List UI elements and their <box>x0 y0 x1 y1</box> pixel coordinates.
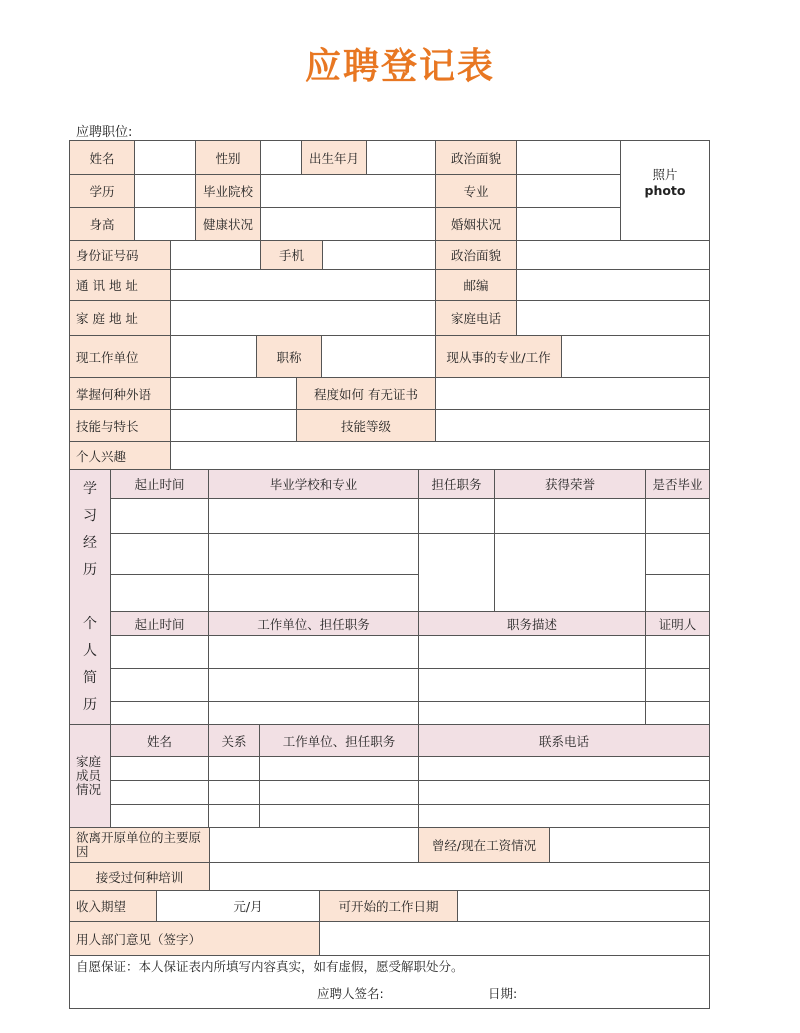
work-cell[interactable] <box>110 701 209 725</box>
name-label: 姓名 <box>69 140 135 175</box>
edu-cell[interactable] <box>110 574 209 612</box>
school-label: 毕业院校 <box>195 174 261 208</box>
edu-cell[interactable] <box>208 533 419 575</box>
start-date-field[interactable] <box>457 890 710 922</box>
height-label: 身高 <box>69 207 135 241</box>
postcode-label: 邮编 <box>435 269 517 301</box>
marital-field[interactable] <box>516 207 621 241</box>
family-cell[interactable] <box>259 804 419 828</box>
family-cell[interactable] <box>418 756 710 781</box>
dept-opinion-label: 用人部门意见（签字） <box>69 921 320 956</box>
resume-char: 个 <box>83 615 97 632</box>
language-label: 掌握何种外语 <box>69 377 171 410</box>
family-header-name: 姓名 <box>110 724 209 757</box>
current-unit-field[interactable] <box>170 335 257 378</box>
major-label: 专业 <box>435 174 517 208</box>
edu-cell[interactable] <box>418 498 495 534</box>
proficiency-field[interactable] <box>435 377 710 410</box>
dept-opinion-field[interactable] <box>319 921 710 956</box>
salary-label: 曾经/现在工资情况 <box>418 827 550 863</box>
hobbies-field[interactable] <box>170 441 710 470</box>
birth-label: 出生年月 <box>301 140 367 175</box>
edu-cell[interactable] <box>110 498 209 534</box>
home-address-field[interactable] <box>170 300 436 336</box>
date-label: 日期: <box>488 986 518 1001</box>
title-rank-field[interactable] <box>321 335 436 378</box>
photo-label-cn: 照片 <box>652 167 678 182</box>
major-field[interactable] <box>516 174 621 208</box>
current-unit-label: 现工作单位 <box>69 335 171 378</box>
edu-cell[interactable] <box>645 574 710 612</box>
name-field[interactable] <box>134 140 196 175</box>
family-cell[interactable] <box>110 780 209 805</box>
work-cell[interactable] <box>645 668 710 702</box>
work-header-unit: 工作单位、担任职务 <box>208 611 419 636</box>
work-cell[interactable] <box>208 635 419 669</box>
health-label: 健康状况 <box>195 207 261 241</box>
resume-char: 学 <box>83 480 97 497</box>
gender-label: 性别 <box>195 140 261 175</box>
phone-field[interactable] <box>322 240 436 270</box>
resume-char: 简 <box>83 669 97 686</box>
resume-char: 经 <box>83 534 97 551</box>
id-label: 身份证号码 <box>69 240 171 270</box>
edu-cell[interactable] <box>208 498 419 534</box>
education-field[interactable] <box>134 174 196 208</box>
work-header-period: 起止时间 <box>110 611 209 636</box>
work-cell[interactable] <box>208 668 419 702</box>
photo-label-en: photo <box>644 183 686 198</box>
edu-header-school: 毕业学校和专业 <box>208 469 419 499</box>
resume-char: 历 <box>83 696 97 713</box>
declaration-text: 自愿保证：本人保证表内所填写内容真实，如有虚假，愿受解职处分。 <box>76 959 464 974</box>
resume-section-label <box>69 469 111 725</box>
family-header-phone: 联系电话 <box>418 724 710 757</box>
family-cell[interactable] <box>259 780 419 805</box>
health-field[interactable] <box>260 207 436 241</box>
family-cell[interactable] <box>208 756 260 781</box>
edu-cell[interactable] <box>645 533 710 575</box>
edu-cell[interactable] <box>208 574 419 612</box>
resume-char: 历 <box>83 561 97 578</box>
proficiency-label: 程度如何 有无证书 <box>296 377 436 410</box>
birth-field[interactable] <box>366 140 436 175</box>
language-field[interactable] <box>170 377 297 410</box>
resign-reason-label: 欲离开原单位的主要原因 <box>69 827 210 863</box>
family-header-relation: 关系 <box>208 724 260 757</box>
marital-label: 婚姻状况 <box>435 207 517 241</box>
family-header-unit: 工作单位、担任职务 <box>259 724 419 757</box>
edu-cell[interactable] <box>110 533 209 575</box>
resume-char: 习 <box>83 507 97 524</box>
address-label: 通 讯 地 址 <box>69 269 171 301</box>
training-label: 接受过何种培训 <box>69 862 210 891</box>
title-rank-label: 职称 <box>256 335 322 378</box>
work-cell[interactable] <box>418 635 646 669</box>
resume-char: 人 <box>83 642 97 659</box>
family-cell[interactable] <box>418 804 710 828</box>
current-field-label: 现从事的专业/工作 <box>435 335 562 378</box>
family-cell[interactable] <box>259 756 419 781</box>
work-cell[interactable] <box>645 635 710 669</box>
work-cell[interactable] <box>645 701 710 725</box>
work-cell[interactable] <box>418 701 646 725</box>
work-cell[interactable] <box>418 668 646 702</box>
political2-label: 政治面貌 <box>435 240 517 270</box>
family-section-label: 家庭成员情况 <box>69 724 111 828</box>
skills-field[interactable] <box>170 409 297 442</box>
id-field[interactable] <box>170 240 261 270</box>
family-cell[interactable] <box>418 780 710 805</box>
family-cell[interactable] <box>208 804 260 828</box>
work-header-description: 职务描述 <box>418 611 646 636</box>
home-phone-label: 家庭电话 <box>435 300 517 336</box>
expected-income-label: 收入期望 <box>69 890 157 922</box>
political-field[interactable] <box>516 140 621 175</box>
hobbies-label: 个人兴趣 <box>69 441 171 470</box>
salary-field[interactable] <box>549 827 710 863</box>
postcode-field[interactable] <box>516 269 710 301</box>
political2-field[interactable] <box>516 240 710 270</box>
photo-box[interactable] <box>620 140 710 241</box>
resign-reason-field[interactable] <box>209 827 419 863</box>
start-date-label: 可开始的工作日期 <box>319 890 458 922</box>
skills-label: 技能与特长 <box>69 409 171 442</box>
per-month-unit: 元/月 <box>233 899 263 914</box>
family-cell[interactable] <box>110 804 209 828</box>
edu-cell[interactable] <box>494 533 646 612</box>
work-cell[interactable] <box>208 701 419 725</box>
family-cell[interactable] <box>110 756 209 781</box>
edu-header-role: 担任职务 <box>418 469 495 499</box>
form-title: 应聘登记表 <box>304 46 495 87</box>
edu-header-period: 起止时间 <box>110 469 209 499</box>
skill-level-field[interactable] <box>435 409 710 442</box>
training-field[interactable] <box>209 862 710 891</box>
work-cell[interactable] <box>110 668 209 702</box>
gender-field[interactable] <box>260 140 302 175</box>
signature-label: 应聘人签名: <box>317 986 384 1001</box>
phone-label: 手机 <box>260 240 323 270</box>
home-address-label: 家 庭 地 址 <box>69 300 171 336</box>
current-field-input[interactable] <box>561 335 710 378</box>
political-label: 政治面貌 <box>435 140 517 175</box>
edu-cell[interactable] <box>645 498 710 534</box>
skill-level-label: 技能等级 <box>296 409 436 442</box>
position-label: 应聘职位: <box>76 125 133 140</box>
expected-income-field[interactable] <box>156 890 320 922</box>
family-cell[interactable] <box>208 780 260 805</box>
school-field[interactable] <box>260 174 436 208</box>
edu-header-graduated: 是否毕业 <box>645 469 710 499</box>
height-field[interactable] <box>134 207 196 241</box>
address-field[interactable] <box>170 269 436 301</box>
edu-cell[interactable] <box>494 498 646 534</box>
edu-header-honors: 获得荣誉 <box>494 469 646 499</box>
home-phone-field[interactable] <box>516 300 710 336</box>
education-label: 学历 <box>69 174 135 208</box>
work-header-reference: 证明人 <box>645 611 710 636</box>
work-cell[interactable] <box>110 635 209 669</box>
edu-cell[interactable] <box>418 533 495 612</box>
